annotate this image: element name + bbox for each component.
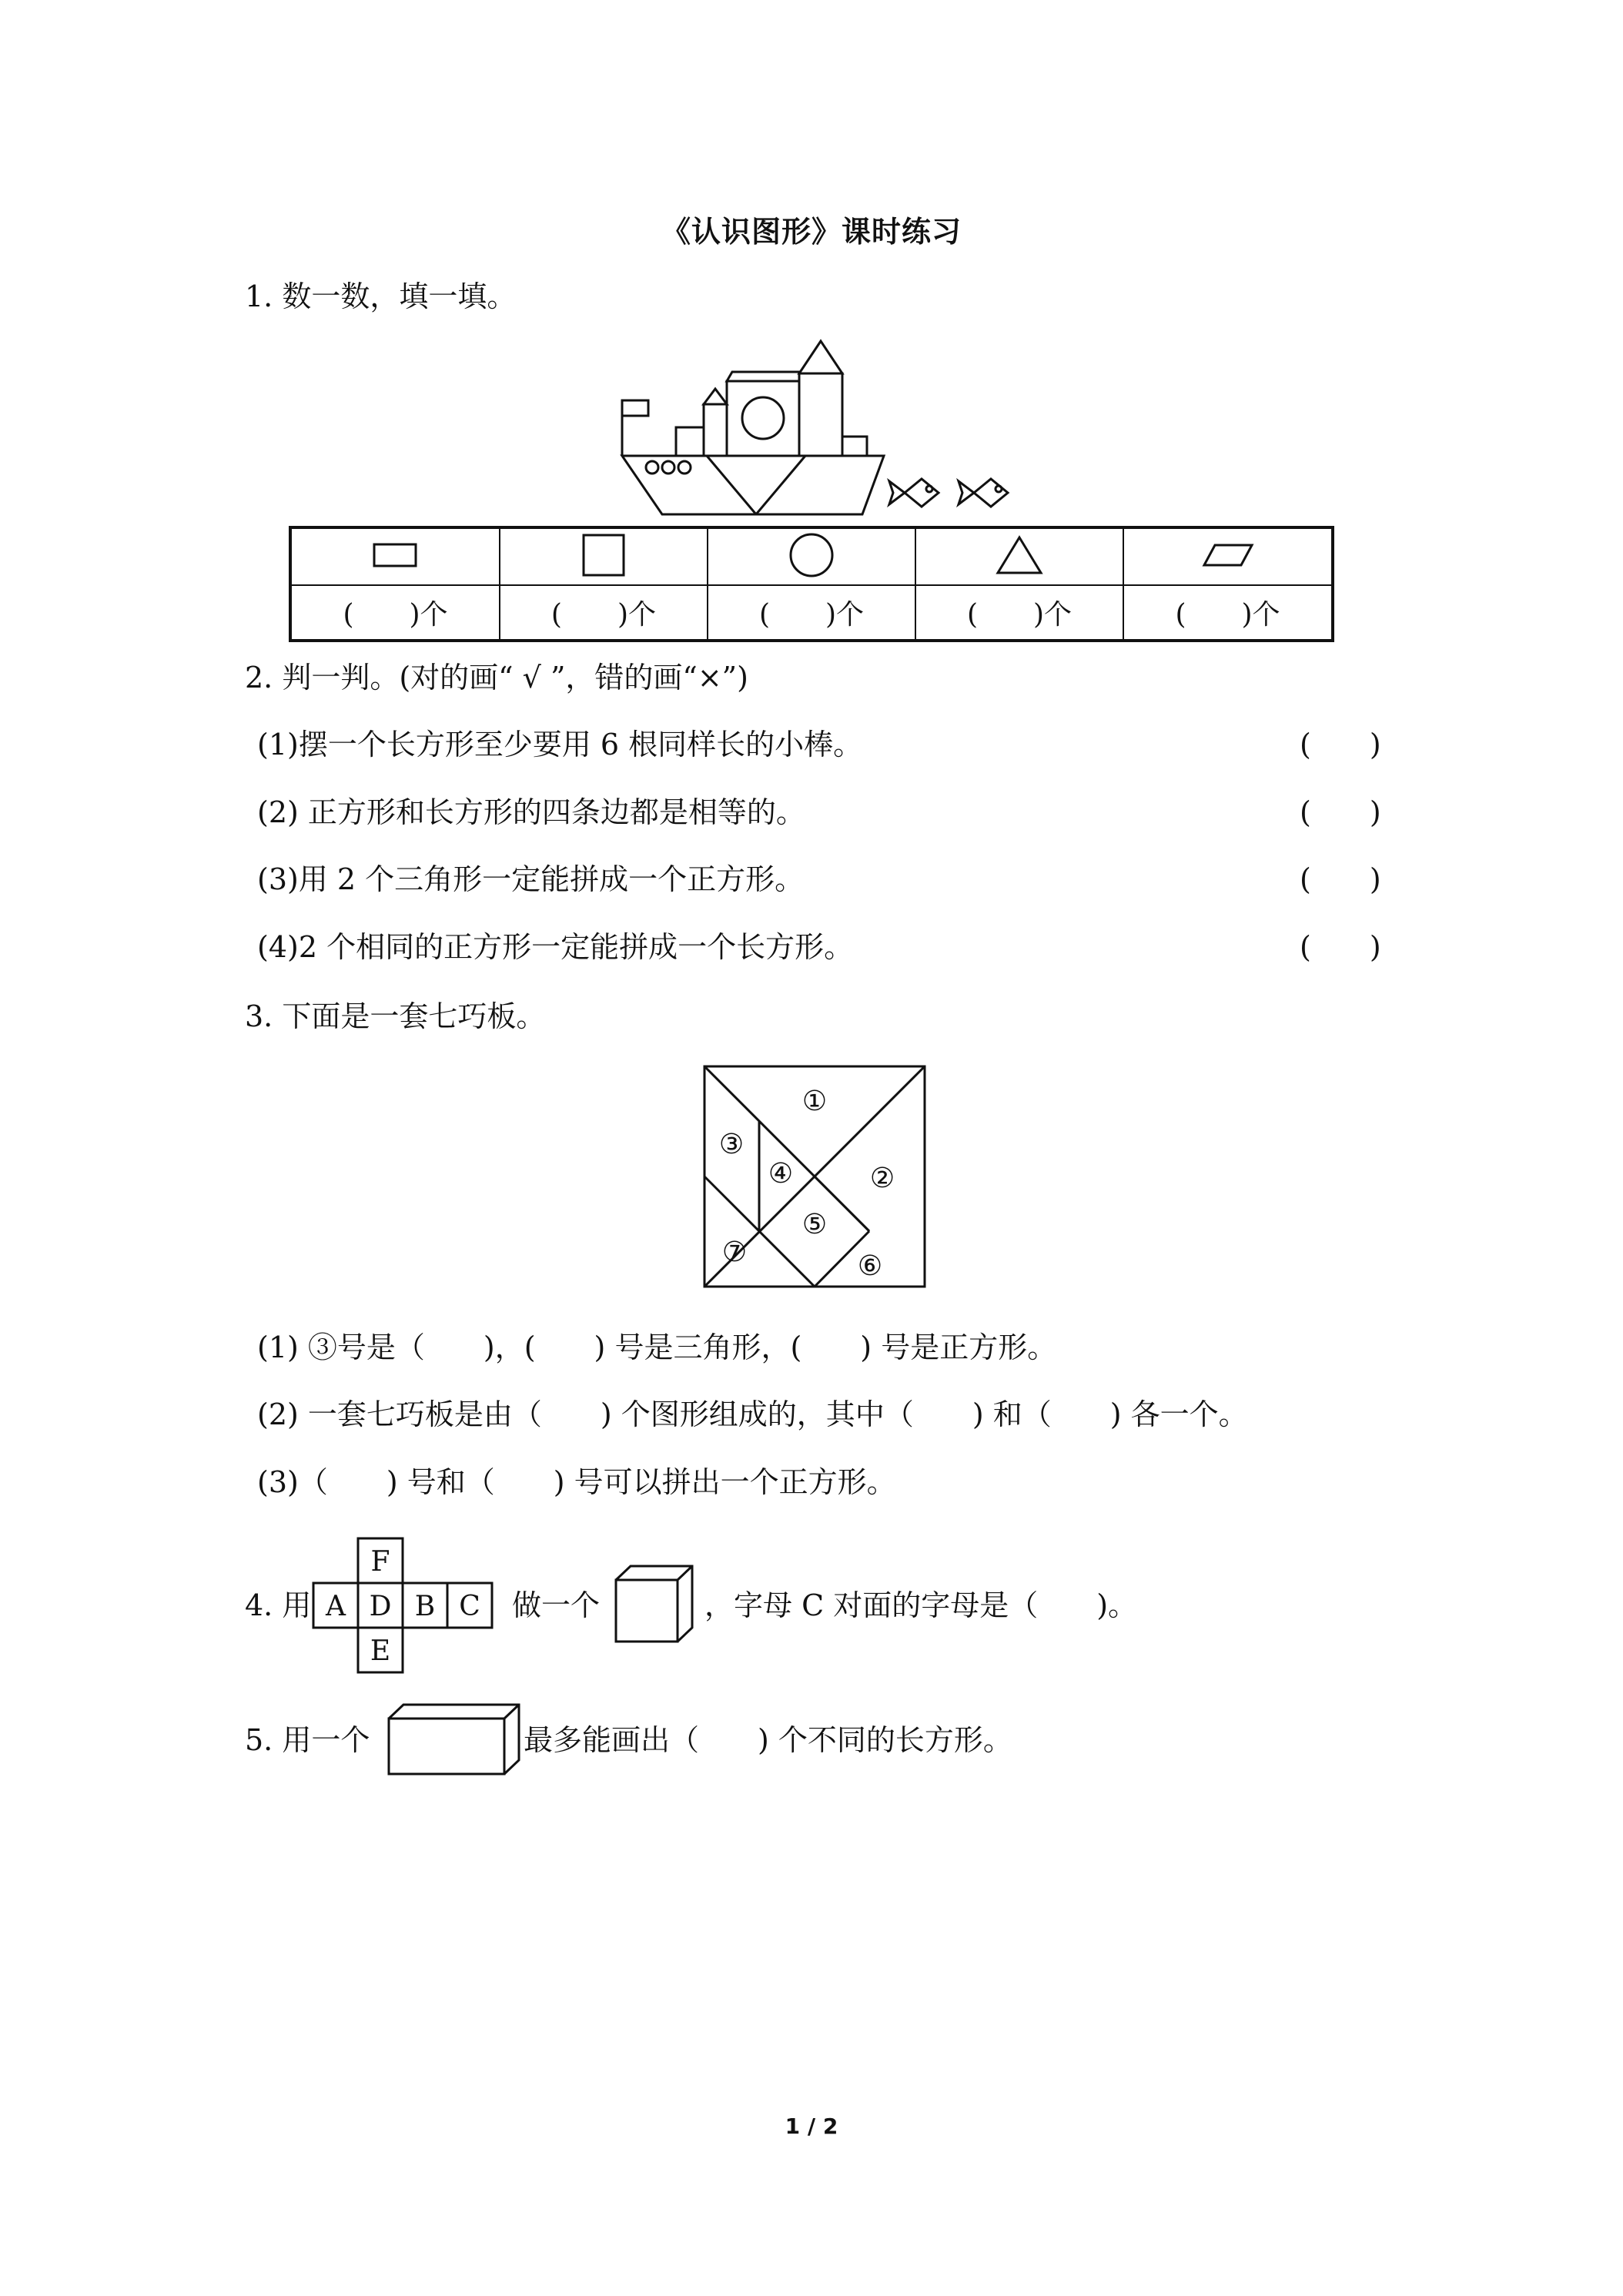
judge-item-2: (2) 正方形和长方形的四条边都是相等的。 xyxy=(257,795,805,829)
judge-item-3: (3)用 2 个三角形一定能拼成一个正方形。 xyxy=(257,862,805,896)
judge-answer-3[interactable]: ( ) xyxy=(1300,862,1381,896)
question-4-middle: 做一个 xyxy=(512,1588,601,1622)
count-blank[interactable]: ( )个 xyxy=(915,585,1123,641)
porthole xyxy=(646,461,658,474)
page-title: 《认识图形》课时练习 xyxy=(661,215,962,249)
question-1-label: 1. 数一数，填一填。 xyxy=(245,279,517,313)
circle-icon xyxy=(788,531,835,579)
shape-cell-triangle xyxy=(915,527,1123,585)
fish-body xyxy=(974,479,1008,507)
tall-rectangle-block xyxy=(704,404,727,456)
parallelogram-icon xyxy=(1201,542,1255,568)
question-3-label: 3. 下面是一套七巧板。 xyxy=(245,999,546,1033)
net-letter: B xyxy=(414,1591,436,1622)
net-letter-top: F xyxy=(370,1546,390,1578)
count-blank[interactable]: ( )个 xyxy=(500,585,708,641)
piece-label-1: ① xyxy=(801,1086,828,1117)
judge-item-4: (4)2 个相同的正方形一定能拼成一个长方形。 xyxy=(257,930,854,964)
shape-cell-circle xyxy=(708,527,915,585)
big-square-block xyxy=(727,381,799,456)
page-number: 1 / 2 xyxy=(785,2114,838,2139)
piece-label-2: ② xyxy=(869,1163,895,1194)
piece-label-7: ⑦ xyxy=(721,1237,748,1268)
cube-icon xyxy=(612,1563,704,1648)
count-blank[interactable]: ( )个 xyxy=(1123,585,1333,641)
shape-count-table xyxy=(289,526,1334,642)
question-2-label: 2. 判一判。(对的画“ √ ”，错的画“×”) xyxy=(245,661,748,694)
piece-label-5: ⑤ xyxy=(801,1209,828,1240)
judge-answer-1[interactable]: ( ) xyxy=(1300,728,1381,761)
fish-body xyxy=(905,479,939,507)
question-4-suffix: ，字母 C 对面的字母是（ )。 xyxy=(704,1588,1138,1622)
tower-roof-triangle xyxy=(799,341,842,373)
square-icon xyxy=(581,532,627,578)
rectangle-icon xyxy=(372,540,418,571)
judge-item-1: (1)摆一个长方形至少要用 6 根同样长的小棒。 xyxy=(257,728,863,761)
ship-illustration xyxy=(0,0,1623,539)
net-letter: A xyxy=(326,1591,346,1622)
question-5-suffix: 最多能画出（ ) 个不同的长方形。 xyxy=(524,1723,1012,1757)
fish-tail xyxy=(959,481,974,504)
tower-rectangle xyxy=(799,373,842,456)
flag xyxy=(622,400,648,416)
net-letter: D xyxy=(369,1591,392,1622)
count-blank[interactable]: ( )个 xyxy=(708,585,915,641)
net-letter: C xyxy=(459,1591,480,1622)
piece-label-3: ③ xyxy=(718,1129,745,1160)
count-blank[interactable]: ( )个 xyxy=(290,585,500,641)
net-letter-bottom: E xyxy=(370,1635,391,1667)
block-top-strip xyxy=(727,372,799,381)
triangle-icon xyxy=(995,534,1044,576)
cube-net xyxy=(312,1536,504,1675)
tangram-question-3: (3)（ ) 号和（ ) 号可以拼出一个正方形。 xyxy=(257,1465,896,1499)
question-5-prefix: 5. 用一个 xyxy=(245,1723,370,1757)
shape-cell-rectangle xyxy=(290,527,500,585)
fish-tail xyxy=(889,481,905,504)
judge-answer-4[interactable]: ( ) xyxy=(1300,930,1381,964)
tangram-question-1: (1) ③号是（ )，( ) 号是三角形，( ) 号是正方形。 xyxy=(257,1330,1057,1364)
tangram-figure xyxy=(701,1063,932,1294)
ship-hull xyxy=(622,456,884,514)
piece-label-6: ⑥ xyxy=(857,1250,883,1282)
window-circle xyxy=(742,397,784,439)
question-4-prefix: 4. 用 xyxy=(245,1588,312,1622)
porthole xyxy=(662,461,674,474)
cuboid-icon xyxy=(385,1702,524,1779)
shape-cell-parallelogram xyxy=(1123,527,1333,585)
judge-answer-2[interactable]: ( ) xyxy=(1300,795,1381,829)
tangram-question-2: (2) 一套七巧板是由（ ) 个图形组成的，其中（ ) 和（ ) 各一个。 xyxy=(257,1397,1248,1431)
shape-cell-square xyxy=(500,527,708,585)
stern-square xyxy=(842,437,867,456)
piece-label-4: ④ xyxy=(768,1158,794,1190)
small-square-block xyxy=(676,427,704,456)
small-roof-triangle xyxy=(704,389,727,404)
porthole xyxy=(678,461,691,474)
